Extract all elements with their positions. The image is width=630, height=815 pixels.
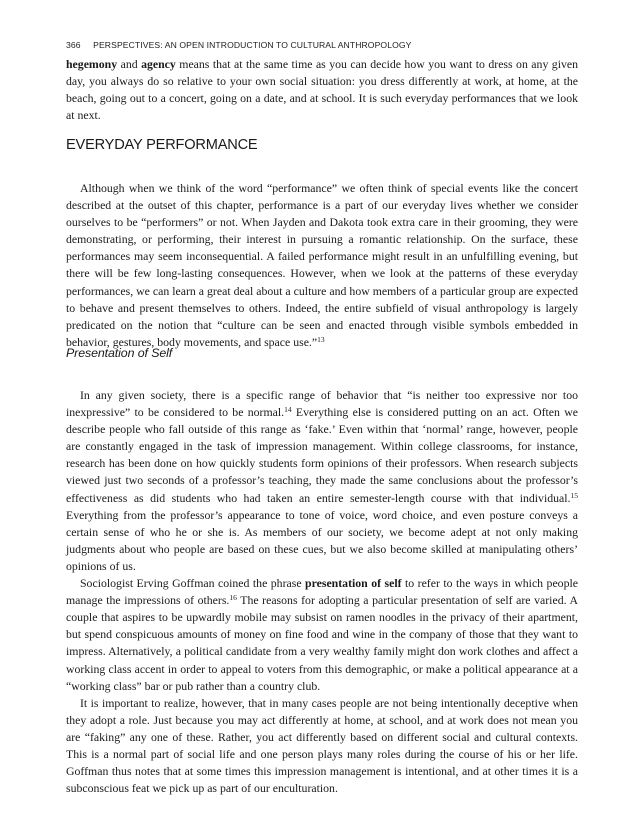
footnote-ref-15: 15 [570,490,578,500]
paragraph-1 [66,387,578,575]
footnote-ref-14: 14 [284,405,292,415]
running-header [66,40,586,50]
book-title: PERSPECTIVES: AN OPEN INTRODUCTION TO CULTURAL ANTHROPOLOGY [93,40,412,50]
subsection-heading: Presentation of Self [66,346,173,360]
intro-paragraph [66,56,578,124]
page-number: 366 [66,40,81,50]
section-body [66,180,578,351]
p2-text-c: The reasons for adopting a particular presentation of self are varied. A couple that aspires to be upwardly mobile may subsist on ramen noodles in the privacy of their apartment, but spend conspicuous amounts of money on fine food and wine in the company of those that they want to impress. Alternatively, a political candidate from a very wealthy family might don work clothes and affect a working class accent in order to appeal to voters from this demographic, or make a political appearance at a “working class” bar or pub rather than a country club. [66,593,578,693]
p1-text-c: Everything from the professor’s appearance to tone of voice, word choice, and even posture conveys a certain sense of who he or she is. As members of our society, we become adept at not only making judgments about who people are based on these cues, but we also become skilled at manipulating others’ opinions of us. [66,507,578,573]
p2-text-b: to refer to the ways in which people manage the impressions of others. [66,576,578,608]
intro-block [66,56,578,124]
term-hegemony: hegemony [66,57,118,71]
conjunction: and [117,57,142,71]
term-presentation-of-self: presentation of self [305,576,402,591]
p3-text: It is important to realize, however, that in many cases people are not being intentionally deceptive when they adopt a role. Just because you may act differently at home, at school, and at work does not mean you are “faking” any one of these. Rather, you act differently based on different social and cultural contexts. This is a normal part of social life and one person plays many roles during the course of his or her life. Goffman thus notes that at some times this impression management is intentional, and at other times it is a subconscious feat we pick up as part of our enculturation. [66,695,578,796]
paragraph-3 [66,695,578,798]
section-paragraph [66,180,578,351]
intro-text: means that at the same time as you can decide how you want to dress on any given day, you always do so relative to your own social situation: you dress differently at work, at home, at the beach, going out to a concert, going on a date, and at school. It is such everyday performances that we look at next. [66,57,579,123]
subsection-body [66,387,578,797]
section-paragraph-text: Although when we think of the word “performance” we often think of special events like the concert described at the outset of this chapter, performance is a part of our everyday lives whether we consider ourselves to be “performers” or not. When Jayden and Dakota took extra care in their grooming, they were demonstrating, or performing, their interest in pursuing a romantic relationship. On the surface, these performances may seem inconsequential. A failed performance might result in an unfulfilling evening, but there will be few long-lasting consequences. However, when we look at the patterns of these everyday performances, we can learn a great deal about a culture and how members of a particular group are expected to behave and present themselves to others. Indeed, the entire subfield of visual anthropology is largely predicated on the notion that “culture can be seen and enacted through visible symbols embedded in behavior, gestures, body movements, and space use.” [66,181,578,349]
paragraph-2 [66,575,578,695]
section-heading: EVERYDAY PERFORMANCE [66,137,258,153]
p2-text-a: Sociologist Erving Goffman coined the phrase [80,576,306,591]
p1-text-a: In any given society, there is a specific range of behavior that “is neither too expressive nor too inexpressive” to be considered to be normal. [66,388,578,420]
term-agency: agency [141,57,176,71]
footnote-ref-13: 13 [317,334,325,344]
p1-text-b: Everything else is considered putting on an act. Often we describe people who fall outside of this range as ‘fake.’ Even within that ‘normal’ range, however, people are constantly engaged in the task of impression management. Within college classrooms, for instance, research has been done on how quickly students form opinions of their professors. When research subjects viewed just two seconds of a professor’s teaching, they made the same conclusions about the professor’s effectiveness as did students who had taken an entire semester-length course with that individual. [66,405,578,505]
footnote-ref-16: 16 [229,593,237,603]
